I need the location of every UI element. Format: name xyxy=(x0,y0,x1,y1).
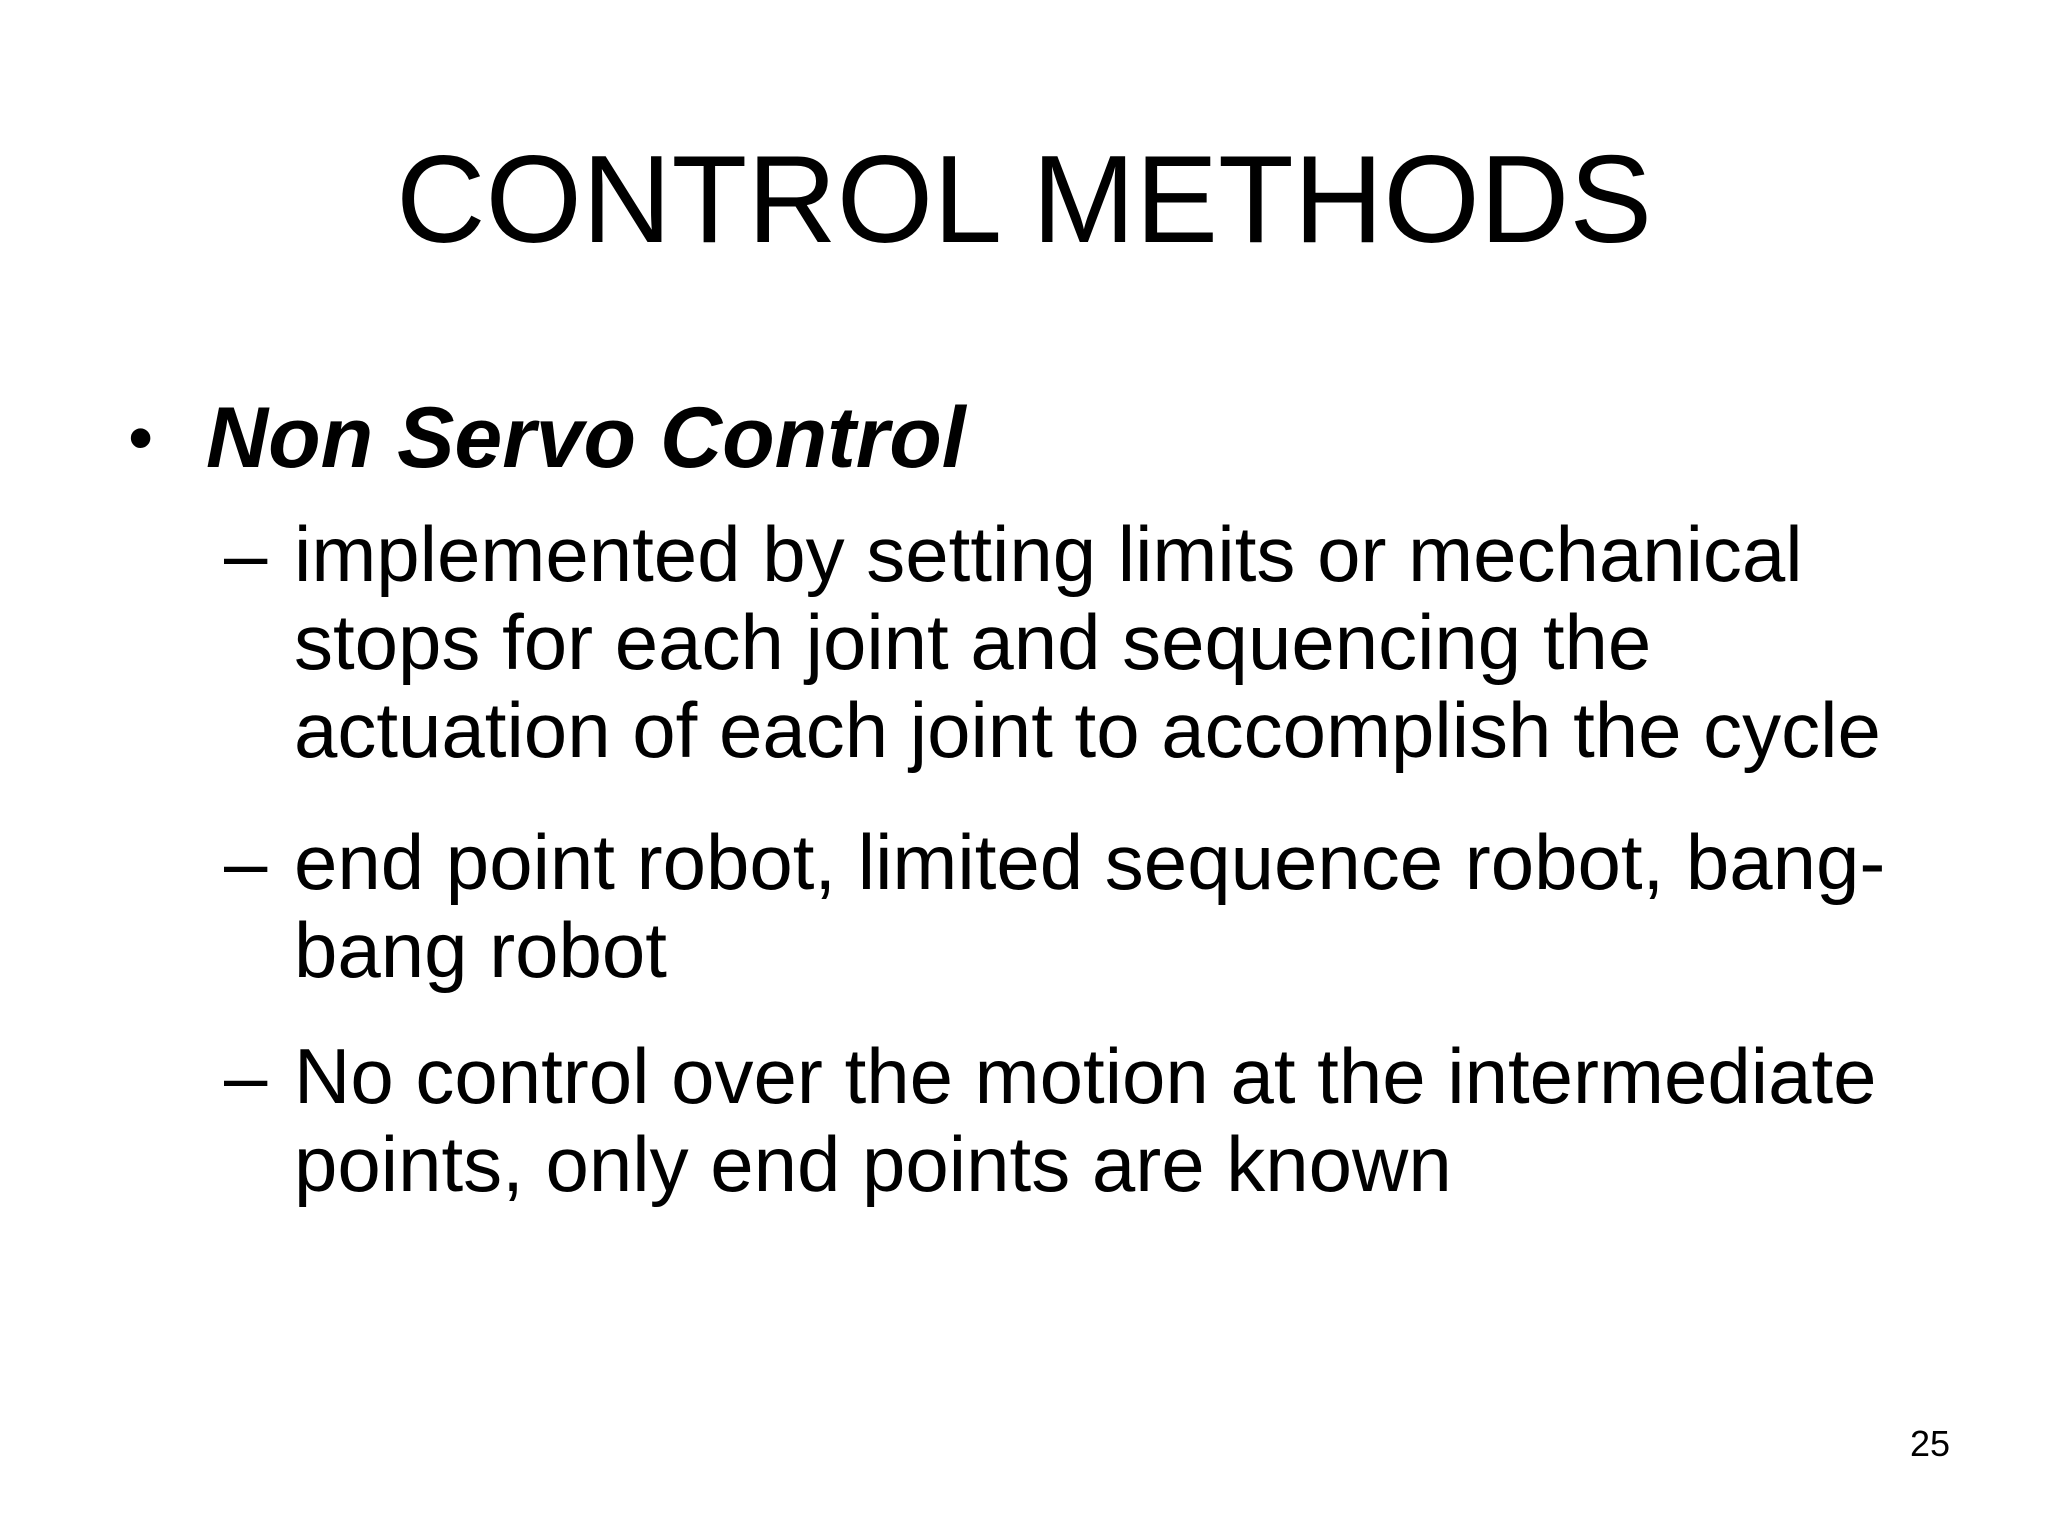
slide-title: CONTROL METHODS xyxy=(395,131,1653,269)
bullet-marker: • xyxy=(128,398,154,478)
bullet-item xyxy=(128,388,966,488)
bullet-label: Non Servo Control xyxy=(206,390,966,486)
sub-item-text: implemented by setting limits or mechanical stops for each joint and sequencing the actuation of each joint to accomplish the cycle xyxy=(294,510,1881,774)
sub-item-text: end point robot, limited sequence robot, bang- bang robot xyxy=(294,818,1886,994)
sub-item-text: No control over the motion at the intermediate points, only end points are known xyxy=(294,1032,1877,1208)
sub-item-dash: – xyxy=(224,818,268,906)
sub-item-dash: – xyxy=(224,1032,268,1120)
sub-item-dash: – xyxy=(224,510,268,598)
page-number: 25 xyxy=(1909,1423,1950,1464)
